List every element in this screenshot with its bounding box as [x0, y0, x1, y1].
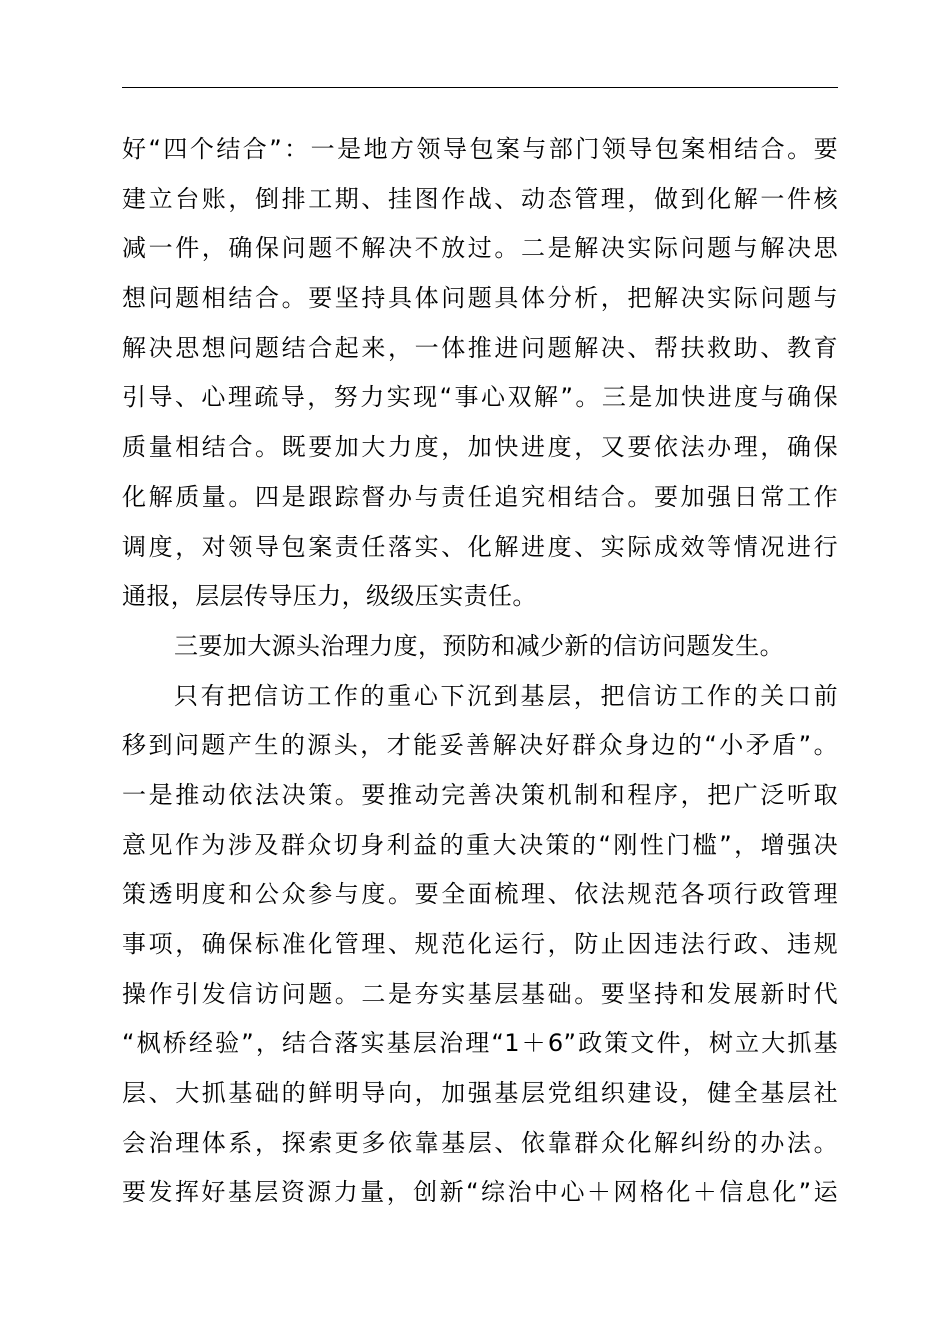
text-line: 会治理体系，探索更多依靠基层、依靠群众化解纠纷的办法。: [122, 1128, 838, 1157]
text-line: 调度，对领导包案责任落实、化解进度、实际成效等情况进行: [122, 532, 838, 561]
text-line: 质量相结合。既要加大力度，加快进度，又要依法办理，确保: [122, 433, 838, 462]
header-rule: [122, 87, 838, 88]
text-line: “枫桥经验”，结合落实基层治理“1＋6”政策文件，树立大抓基: [122, 1029, 838, 1058]
text-line: 策透明度和公众参与度。要全面梳理、依法规范各项行政管理: [122, 880, 838, 909]
text-line: 层、大抓基础的鲜明导向，加强基层党组织建设，健全基层社: [122, 1079, 838, 1108]
body-text: [122, 125, 838, 1218]
text-line: 解决思想问题结合起来，一体推进问题解决、帮扶救助、教育: [122, 333, 838, 362]
text-line: 移到问题产生的源头，才能妥善解决好群众身边的“小矛盾”。: [122, 731, 838, 760]
text-line: 一是推动依法决策。要推动完善决策机制和程序，把广泛听取: [122, 780, 838, 809]
text-line: 事项，确保标准化管理、规范化运行，防止因违法行政、违规: [122, 930, 838, 958]
text-line: 化解质量。四是跟踪督办与责任追究相结合。要加强日常工作: [122, 482, 838, 511]
text-line: 只有把信访工作的重心下沉到基层，把信访工作的关口前: [174, 681, 838, 710]
text-line: 引导、心理疏导，努力实现“事心双解”。三是加快进度与确保: [122, 383, 838, 412]
text-line: 操作引发信访问题。二是夯实基层基础。要坚持和发展新时代: [122, 979, 838, 1008]
text-line: 意见作为涉及群众切身利益的重大决策的“刚性门槛”，增强决: [122, 830, 838, 859]
text-line: 要发挥好基层资源力量，创新“综治中心＋网格化＋信息化”运: [122, 1178, 838, 1207]
text-line: 减一件，确保问题不解决不放过。二是解决实际问题与解决思: [122, 234, 838, 263]
text-line: 想问题相结合。要坚持具体问题具体分析，把解决实际问题与: [122, 284, 838, 313]
text-line: 通报，层层传导压力，级级压实责任。: [122, 582, 537, 611]
text-line: 好“四个结合”：一是地方领导包案与部门领导包案相结合。要: [122, 135, 838, 163]
text-line: 建立台账，倒排工期、挂图作战、动态管理，做到化解一件核: [122, 184, 838, 213]
section-heading: 三要加大源头治理力度，预防和减少新的信访问题发生。: [174, 631, 784, 660]
